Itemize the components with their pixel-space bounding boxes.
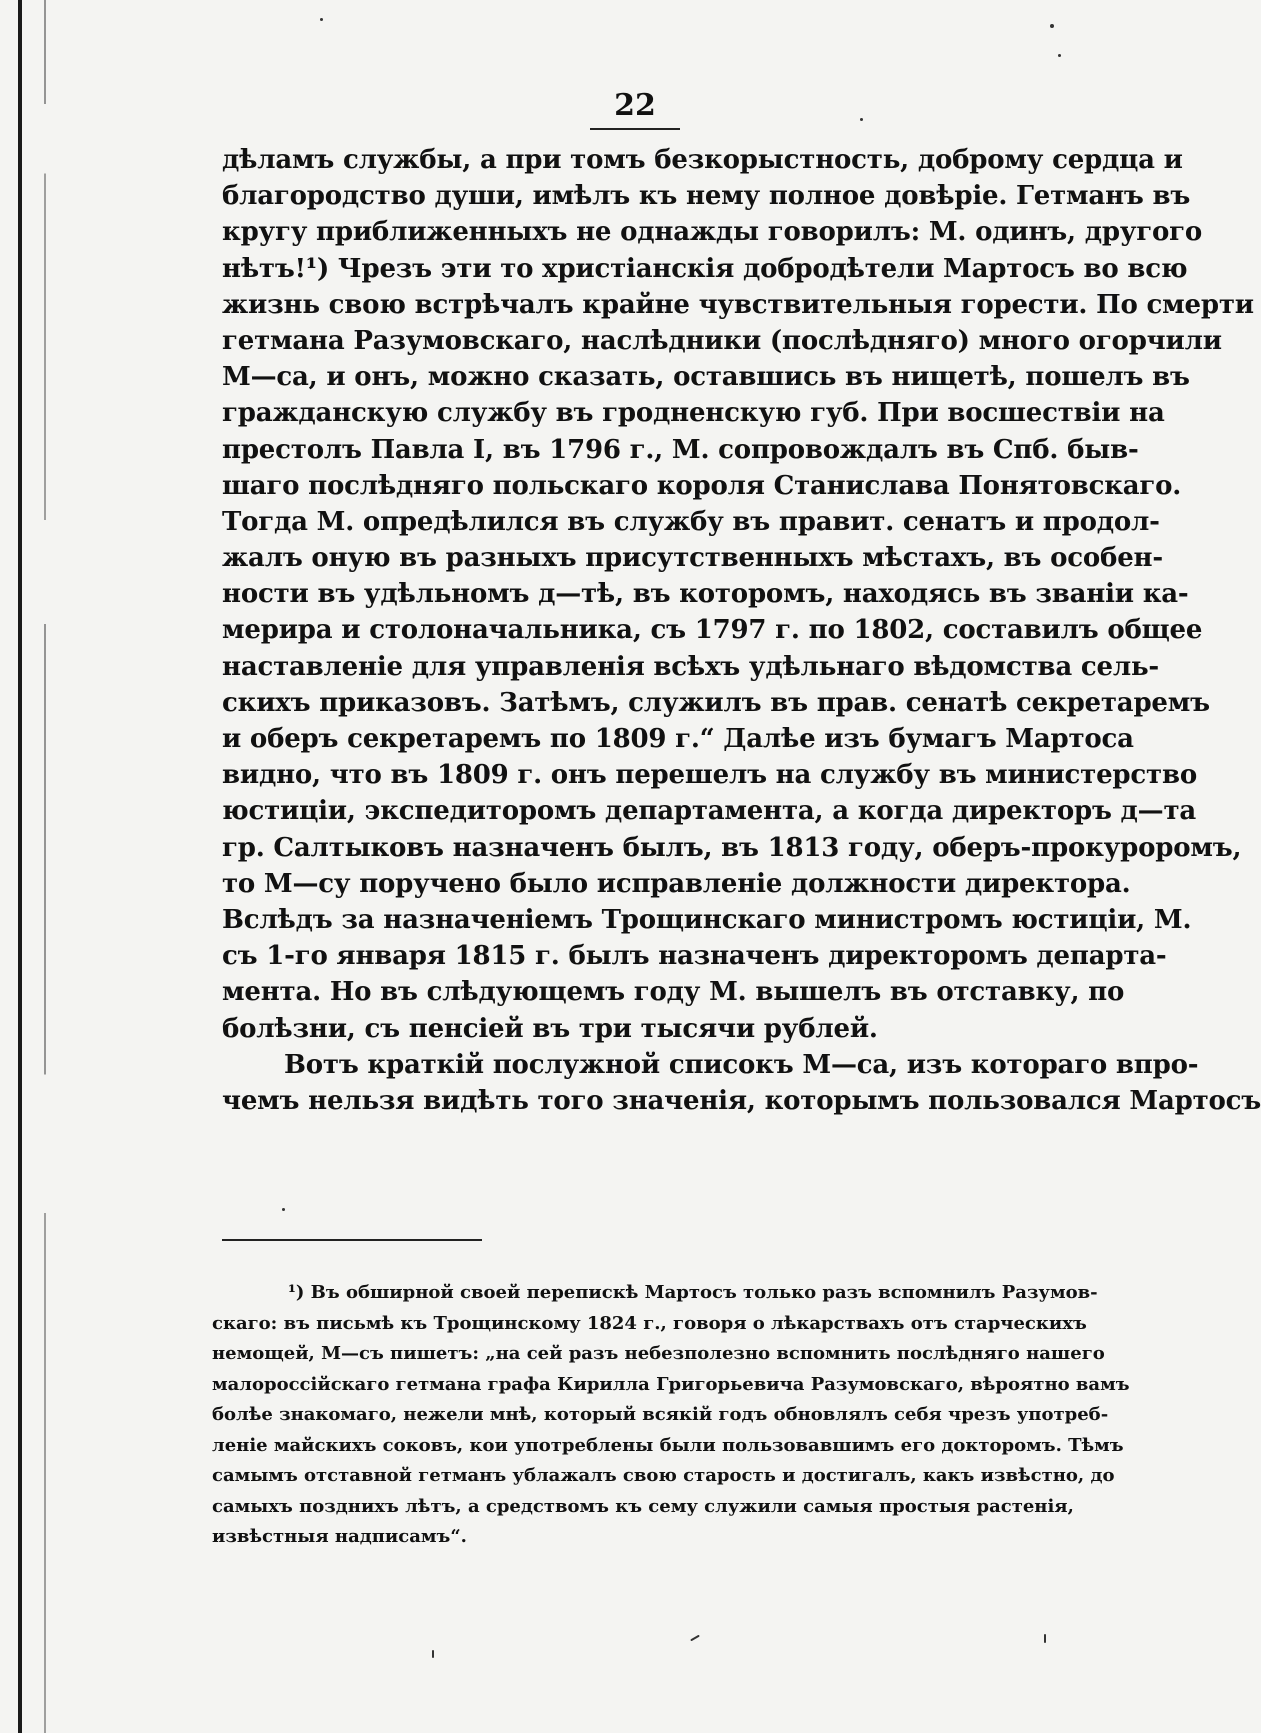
footnote-line: ¹) Въ обширной своей перепискѣ Мартосъ только разъ вспомнилъ Разумов- (288, 1282, 1098, 1303)
text-line: гетмана Разумовскаго, наслѣдники (послѣдняго) много огорчили (222, 325, 1222, 356)
page-number-rule (590, 128, 680, 130)
scan-speck (1058, 54, 1061, 57)
text-line: Тогда М. опредѣлился въ службу въ правит. сенатъ и продол- (222, 506, 1160, 537)
text-line: гражданскую службу въ гродненскую губ. При восшествіи на (222, 398, 1165, 429)
text-line: мента. Но въ слѣдующемъ году М. вышелъ въ отставку, по (222, 977, 1125, 1008)
text-line: чемъ нельзя видѣть того значенія, которымъ пользовался Мартосъ (222, 1085, 1261, 1116)
text-line-paragraph-end: болѣзни, съ пенсіей въ три тысячи рублей. (222, 1013, 878, 1044)
scan-speck (1044, 1634, 1046, 1643)
text-line: М—са, и онъ, можно сказать, оставшись въ нищетѣ, пошелъ въ (222, 362, 1190, 393)
text-line: ности въ удѣльномъ д—тѣ, въ которомъ, находясь въ званіи ка- (222, 579, 1189, 610)
scan-speck (690, 1635, 700, 1642)
text-line: видно, что въ 1809 г. онъ перешелъ на службу въ министерство (222, 760, 1197, 791)
footnote-line: скаго: въ письмѣ къ Трощинскому 1824 г., говоря о лѣкарствахъ отъ старческихъ (212, 1312, 1087, 1334)
text-line: жалъ оную въ разныхъ присутственныхъ мѣстахъ, въ особен- (222, 543, 1163, 574)
text-line: благородство души, имѣлъ къ нему полное довѣріе. Гетманъ въ (222, 181, 1191, 212)
scan-speck (1050, 24, 1054, 28)
text-line: нѣтъ!¹) Чрезъ эти то христіанскія добродѣтели Мартосъ во всю (222, 253, 1188, 284)
footnote (212, 1278, 1130, 1553)
footnote-line: малороссійскаго гетмана графа Кирилла Григорьевича Разумовскаго, вѣроятно вамъ (212, 1373, 1130, 1395)
text-line: кругу приближенныхъ не однажды говорилъ: М. одинъ, другого (222, 217, 1203, 248)
footnote-line: леніе майскихъ соковъ, кои употреблены были пользовавшимъ его докторомъ. Тѣмъ (212, 1434, 1124, 1456)
footnote-separator (222, 1239, 482, 1241)
footnote-line: немощей, М—съ пишетъ: „на сей разъ небезполезно вспомнить послѣдняго нашего (212, 1343, 1105, 1364)
scan-speck (432, 1650, 434, 1658)
footnote-line: самыхъ позднихъ лѣтъ, а средствомъ къ сему служили самыя простыя растенія, (212, 1495, 1074, 1517)
text-line: наставленіе для управленія всѣхъ удѣльнаго вѣдомства сель- (222, 651, 1159, 682)
text-line: Вслѣдъ за назначеніемъ Трощинскаго министромъ юстиціи, М. (222, 904, 1192, 935)
text-line: и оберъ секретаремъ по 1809 г.“ Далѣе изъ бумагъ Мартоса (222, 724, 1134, 754)
text-line: съ 1-го января 1815 г. былъ назначенъ директоромъ департа- (222, 941, 1167, 972)
footnote-line: самымъ отставной гетманъ ублажалъ свою старость и достигалъ, какъ извѣстно, до (212, 1465, 1115, 1486)
text-line: то М—су поручено было исправленіе должности директора. (222, 868, 1131, 899)
main-text (222, 142, 1261, 1119)
text-line-paragraph-start: Вотъ краткій послужной списокъ М—са, изъ котораго впро- (284, 1049, 1199, 1080)
text-line: скихъ приказовъ. Затѣмъ, служилъ въ прав. сенатѣ секретаремъ (222, 687, 1210, 718)
text-line: шаго послѣдняго польскаго короля Станислава Понятовскаго. (222, 470, 1182, 501)
scan-speck (860, 118, 863, 121)
text-line: жизнь свою встрѣчалъ крайне чувствительныя горести. По смерти (222, 289, 1254, 320)
page-margin-shadow (44, 0, 46, 1733)
text-line: гр. Салтыковъ назначенъ былъ, въ 1813 году, оберъ-прокуроромъ, (222, 832, 1242, 863)
text-line: престолъ Павла I, въ 1796 г., М. сопровождалъ въ Спб. быв- (222, 434, 1139, 465)
footnote-line: извѣстныя надписамъ“. (212, 1526, 467, 1547)
scan-speck (282, 1208, 285, 1211)
text-line: дѣламъ службы, а при томъ безкорыстность, доброму сердца и (222, 145, 1183, 175)
text-line: мерира и столоначальника, съ 1797 г. по 1802, составилъ общее (222, 615, 1203, 646)
footnote-line: болѣе знакомаго, нежели мнѣ, который всякій годъ обновлялъ себя чрезъ употреб- (212, 1404, 1109, 1425)
page-number: 22 (614, 88, 656, 123)
page-binding-edge (18, 0, 22, 1733)
text-line: юстиціи, экспедиторомъ департамента, а когда директоръ д—та (222, 796, 1197, 827)
scan-speck (320, 18, 323, 21)
